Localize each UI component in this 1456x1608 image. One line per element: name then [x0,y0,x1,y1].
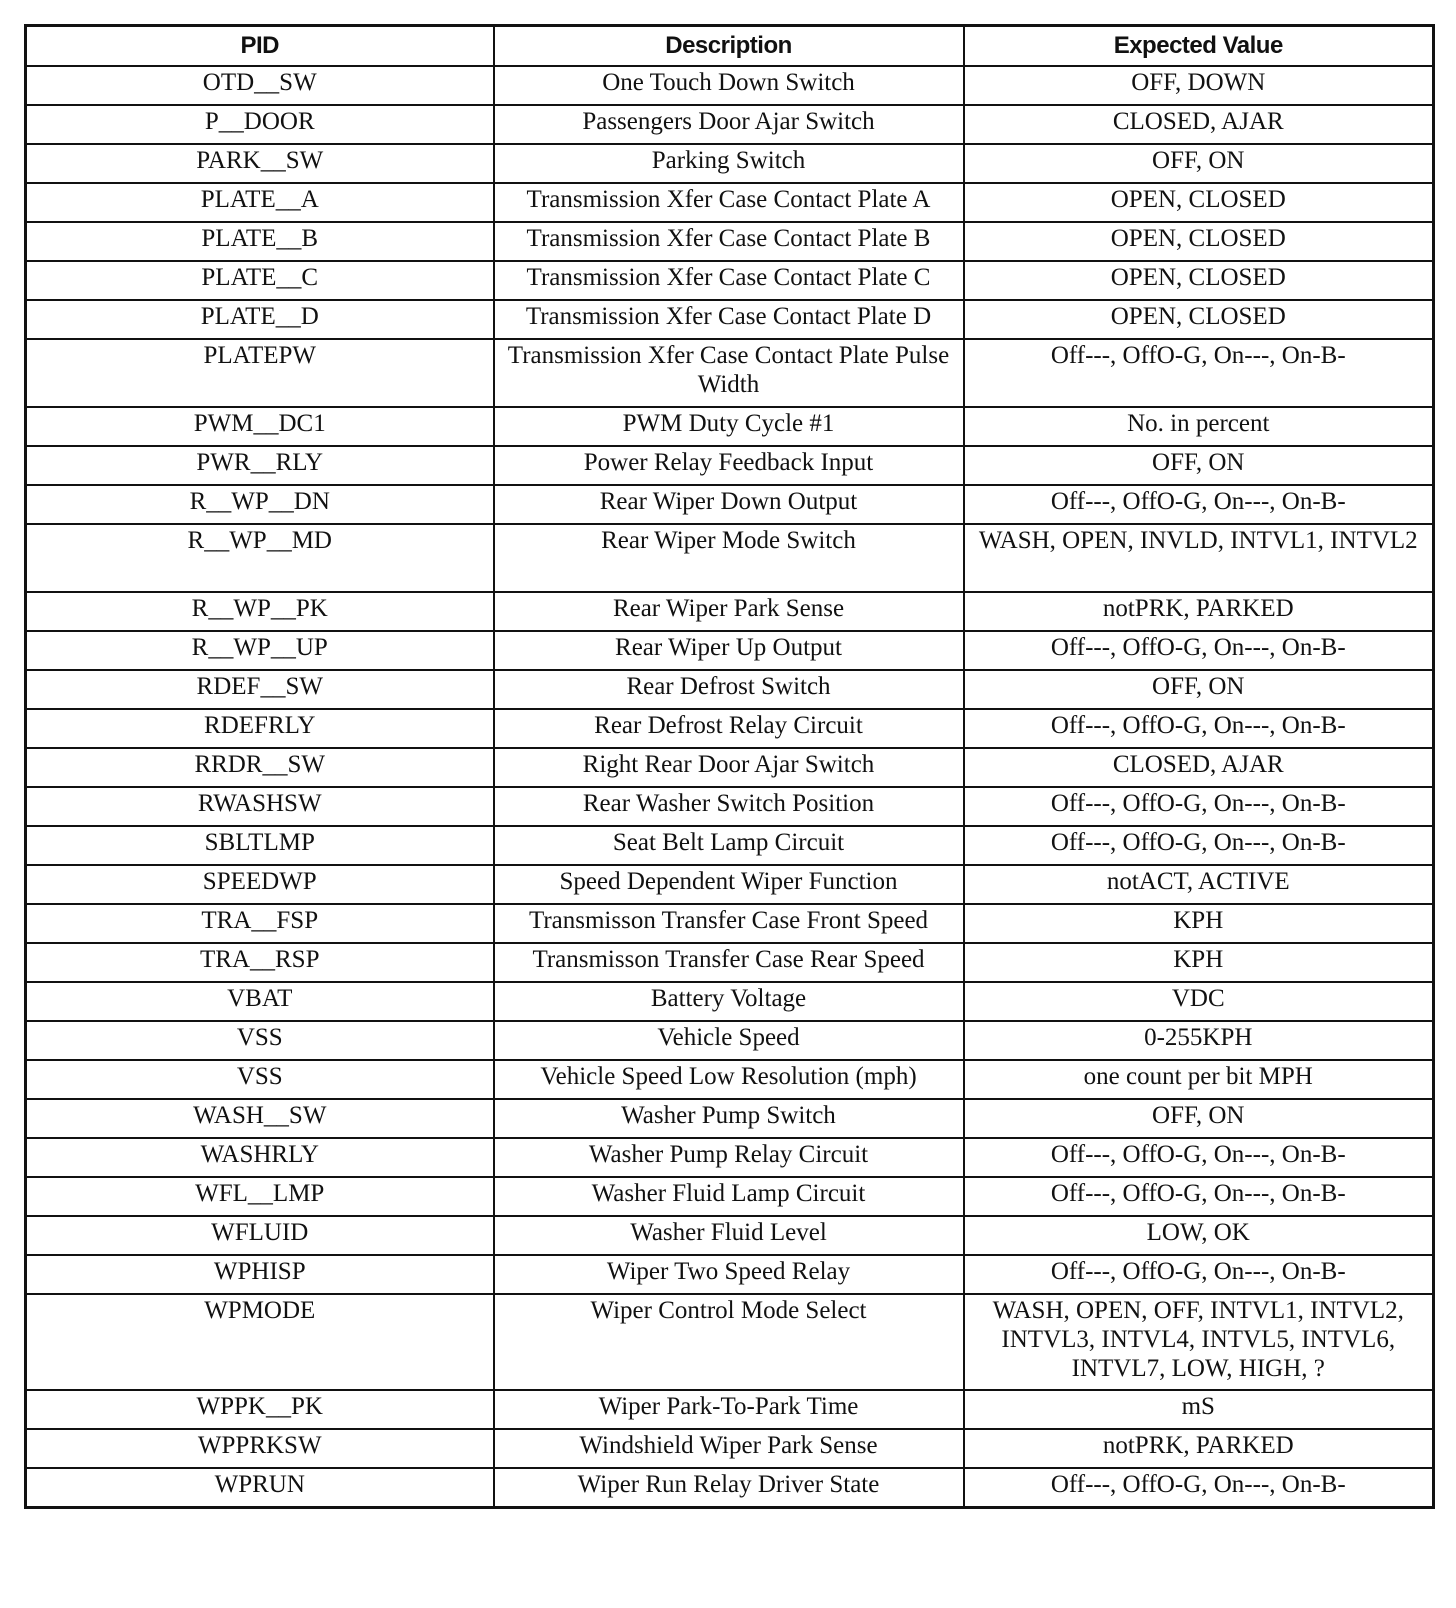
description-cell: Washer Pump Relay Circuit [494,1138,964,1177]
table-row [26,592,1434,631]
table-row [26,66,1434,105]
pid-cell: SBLTLMP [26,826,494,865]
table-row [26,1294,1434,1390]
description-cell: Transmisson Transfer Case Front Speed [494,904,964,943]
description-cell: Rear Defrost Switch [494,670,964,709]
table-row [26,1390,1434,1429]
pid-cell: RRDR__SW [26,748,494,787]
table-row [26,1216,1434,1255]
pid-cell: PLATE__B [26,222,494,261]
description-cell: Transmission Xfer Case Contact Plate C [494,261,964,300]
expected-value-cell: Off---, OffO-G, On---, On-B- [964,339,1434,407]
expected-value-cell: OFF, ON [964,144,1434,183]
pid-cell: RDEFRLY [26,709,494,748]
pid-cell: VSS [26,1021,494,1060]
expected-value-cell: OFF, ON [964,1099,1434,1138]
expected-value-cell: 0-255KPH [964,1021,1434,1060]
header-row [26,26,1434,67]
expected-value-cell: KPH [964,943,1434,982]
pid-cell: R__WP__UP [26,631,494,670]
column-header-pid: PID [26,26,494,67]
description-cell: Rear Wiper Down Output [494,485,964,524]
expected-value-cell: Off---, OffO-G, On---, On-B- [964,826,1434,865]
description-cell: Washer Pump Switch [494,1099,964,1138]
description-cell: Speed Dependent Wiper Function [494,865,964,904]
table-body [26,66,1434,1507]
description-cell: PWM Duty Cycle #1 [494,407,964,446]
expected-value-cell: KPH [964,904,1434,943]
pid-cell: PARK__SW [26,144,494,183]
table-row [26,943,1434,982]
expected-value-cell: WASH, OPEN, OFF, INTVL1, INTVL2, INTVL3, INTVL4, INTVL5, INTVL6, INTVL7, LOW, HIGH, ? [964,1294,1434,1390]
table-row [26,982,1434,1021]
expected-value-cell: Off---, OffO-G, On---, On-B- [964,787,1434,826]
description-cell: Wiper Park-To-Park Time [494,1390,964,1429]
pid-cell: RWASHSW [26,787,494,826]
pid-cell: WFL__LMP [26,1177,494,1216]
table-row [26,709,1434,748]
expected-value-cell: WASH, OPEN, INVLD, INTVL1, INTVL2 [964,524,1434,592]
expected-value-cell: notPRK, PARKED [964,592,1434,631]
description-cell: Transmission Xfer Case Contact Plate B [494,222,964,261]
table-header [26,26,1434,67]
pid-cell: SPEEDWP [26,865,494,904]
table-row [26,670,1434,709]
description-cell: Rear Wiper Park Sense [494,592,964,631]
expected-value-cell: Off---, OffO-G, On---, On-B- [964,1255,1434,1294]
pid-cell: P__DOOR [26,105,494,144]
pid-cell: VSS [26,1060,494,1099]
description-cell: Washer Fluid Lamp Circuit [494,1177,964,1216]
pid-cell: WPPRKSW [26,1429,494,1468]
description-cell: One Touch Down Switch [494,66,964,105]
description-cell: Transmission Xfer Case Contact Plate D [494,300,964,339]
pid-cell: WASHRLY [26,1138,494,1177]
pid-cell: WPHISP [26,1255,494,1294]
table-row [26,222,1434,261]
description-cell: Parking Switch [494,144,964,183]
expected-value-cell: OPEN, CLOSED [964,300,1434,339]
description-cell: Vehicle Speed Low Resolution (mph) [494,1060,964,1099]
table-row [26,144,1434,183]
expected-value-cell: OFF, ON [964,446,1434,485]
table-row [26,1060,1434,1099]
table-row [26,261,1434,300]
table-row [26,748,1434,787]
table-row [26,787,1434,826]
table-row [26,446,1434,485]
table-row [26,1021,1434,1060]
table-row [26,1099,1434,1138]
description-cell: Right Rear Door Ajar Switch [494,748,964,787]
description-cell: Wiper Run Relay Driver State [494,1468,964,1507]
expected-value-cell: notACT, ACTIVE [964,865,1434,904]
table-row [26,105,1434,144]
expected-value-cell: OFF, ON [964,670,1434,709]
description-cell: Rear Washer Switch Position [494,787,964,826]
pid-cell: PLATE__A [26,183,494,222]
pid-cell: PLATEPW [26,339,494,407]
expected-value-cell: OPEN, CLOSED [964,222,1434,261]
table-row [26,407,1434,446]
table-row [26,524,1434,592]
expected-value-cell: notPRK, PARKED [964,1429,1434,1468]
expected-value-cell: Off---, OffO-G, On---, On-B- [964,1468,1434,1507]
description-cell: Transmisson Transfer Case Rear Speed [494,943,964,982]
expected-value-cell: CLOSED, AJAR [964,748,1434,787]
description-cell: Rear Defrost Relay Circuit [494,709,964,748]
description-cell: Wiper Two Speed Relay [494,1255,964,1294]
expected-value-cell: Off---, OffO-G, On---, On-B- [964,1177,1434,1216]
table-row [26,183,1434,222]
pid-cell: WPPK__PK [26,1390,494,1429]
pid-cell: PLATE__D [26,300,494,339]
description-cell: Battery Voltage [494,982,964,1021]
description-cell: Washer Fluid Level [494,1216,964,1255]
pid-cell: WASH__SW [26,1099,494,1138]
description-cell: Windshield Wiper Park Sense [494,1429,964,1468]
table-row [26,1138,1434,1177]
pid-cell: VBAT [26,982,494,1021]
pid-cell: TRA__FSP [26,904,494,943]
pid-cell: PLATE__C [26,261,494,300]
expected-value-cell: Off---, OffO-G, On---, On-B- [964,485,1434,524]
table-row [26,826,1434,865]
pid-cell: RDEF__SW [26,670,494,709]
description-cell: Transmission Xfer Case Contact Plate Pulse Width [494,339,964,407]
table-row [26,485,1434,524]
description-cell: Power Relay Feedback Input [494,446,964,485]
expected-value-cell: OPEN, CLOSED [964,183,1434,222]
expected-value-cell: OPEN, CLOSED [964,261,1434,300]
table-row [26,904,1434,943]
description-cell: Seat Belt Lamp Circuit [494,826,964,865]
pid-cell: PWR__RLY [26,446,494,485]
pid-cell: WPMODE [26,1294,494,1390]
pid-cell: TRA__RSP [26,943,494,982]
pid-cell: WPRUN [26,1468,494,1507]
column-header-description: Description [494,26,964,67]
pid-cell: R__WP__MD [26,524,494,592]
pid-cell: PWM__DC1 [26,407,494,446]
expected-value-cell: Off---, OffO-G, On---, On-B- [964,709,1434,748]
description-cell: Rear Wiper Up Output [494,631,964,670]
table-row [26,1177,1434,1216]
table-row [26,631,1434,670]
description-cell: Transmission Xfer Case Contact Plate A [494,183,964,222]
table-row [26,865,1434,904]
description-cell: Wiper Control Mode Select [494,1294,964,1390]
column-header-expected-value: Expected Value [964,26,1434,67]
table-row [26,1255,1434,1294]
pid-table [24,24,1435,1509]
table-row [26,1468,1434,1507]
expected-value-cell: LOW, OK [964,1216,1434,1255]
expected-value-cell: CLOSED, AJAR [964,105,1434,144]
table-row [26,300,1434,339]
expected-value-cell: No. in percent [964,407,1434,446]
description-cell: Vehicle Speed [494,1021,964,1060]
pid-cell: R__WP__PK [26,592,494,631]
description-cell: Passengers Door Ajar Switch [494,105,964,144]
expected-value-cell: mS [964,1390,1434,1429]
expected-value-cell: Off---, OffO-G, On---, On-B- [964,631,1434,670]
expected-value-cell: OFF, DOWN [964,66,1434,105]
table-row [26,1429,1434,1468]
pid-cell: R__WP__DN [26,485,494,524]
pid-cell: WFLUID [26,1216,494,1255]
pid-cell: OTD__SW [26,66,494,105]
expected-value-cell: VDC [964,982,1434,1021]
description-cell: Rear Wiper Mode Switch [494,524,964,592]
table-row [26,339,1434,407]
expected-value-cell: Off---, OffO-G, On---, On-B- [964,1138,1434,1177]
expected-value-cell: one count per bit MPH [964,1060,1434,1099]
